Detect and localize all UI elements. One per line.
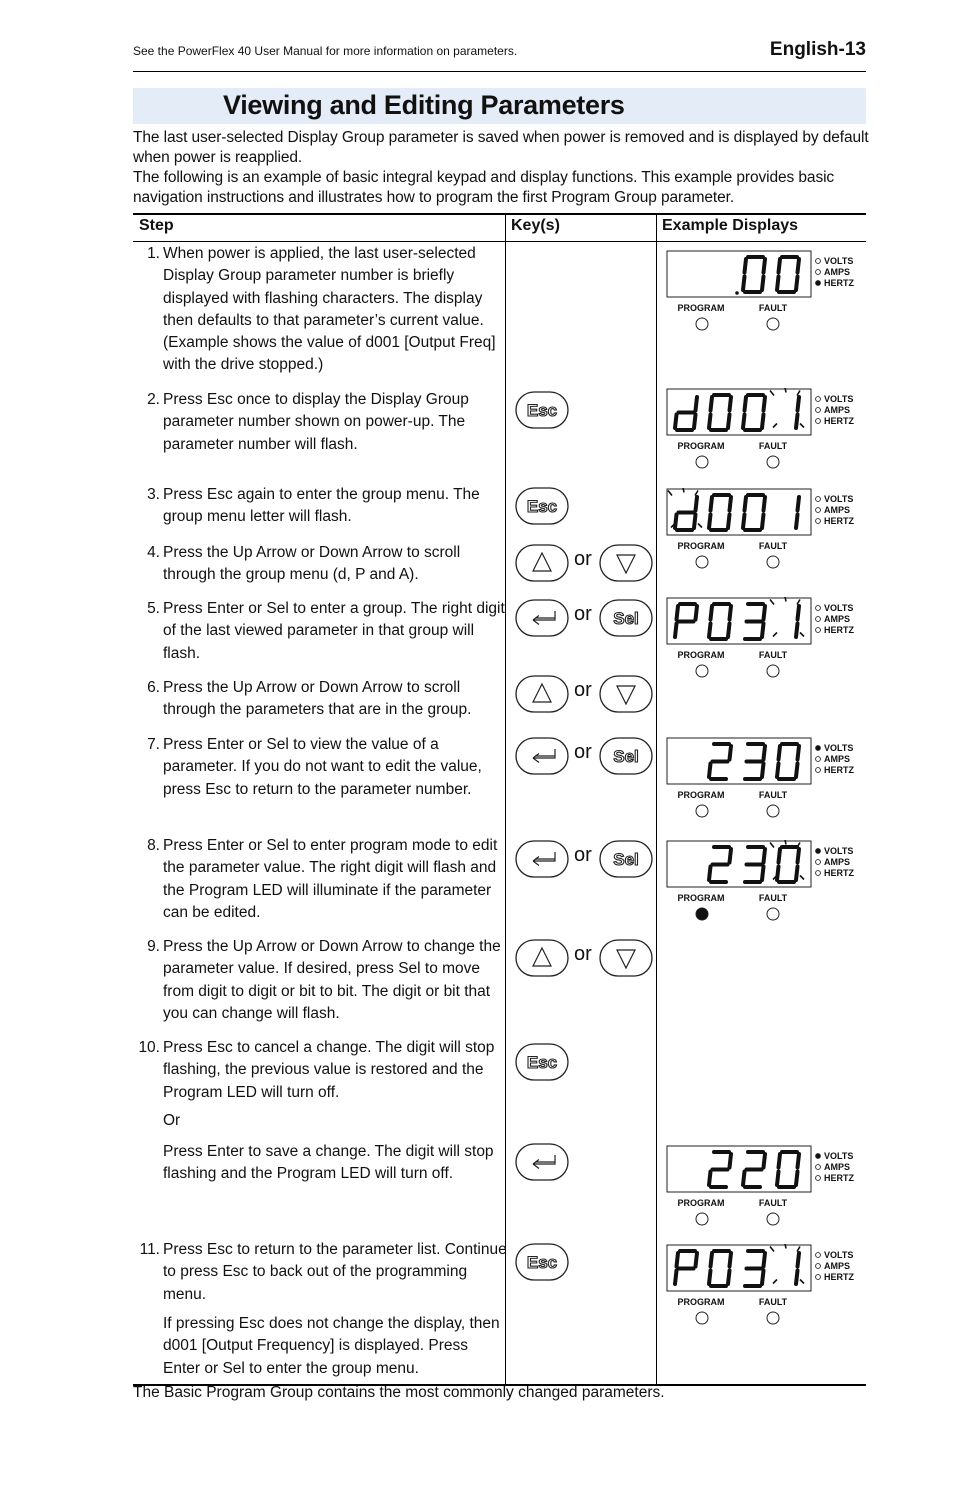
or-label: or bbox=[574, 548, 592, 570]
step-number: 2. bbox=[147, 391, 160, 408]
fault-label: FAULT bbox=[758, 303, 788, 313]
program-label: PROGRAM bbox=[677, 303, 725, 313]
example-display bbox=[663, 737, 863, 830]
display-digit bbox=[796, 1253, 799, 1284]
fault-led bbox=[767, 665, 779, 677]
hertz-label: HERTZ bbox=[824, 1272, 854, 1282]
program-label: PROGRAM bbox=[677, 441, 725, 451]
amps-led bbox=[816, 408, 821, 413]
svg-text:Sel: Sel bbox=[613, 850, 639, 869]
amps-led bbox=[816, 270, 821, 275]
fault-led bbox=[767, 1213, 779, 1225]
display-digit bbox=[743, 495, 765, 530]
step-number: 4. bbox=[147, 544, 160, 561]
fault-label: FAULT bbox=[758, 893, 788, 903]
volts-led bbox=[816, 606, 821, 611]
amps-label: AMPS bbox=[824, 614, 851, 624]
svg-text:Esc: Esc bbox=[526, 401, 558, 420]
table-header-rule bbox=[133, 241, 866, 242]
volts-led bbox=[816, 497, 821, 502]
page-number: English-13 bbox=[769, 39, 866, 60]
hertz-led bbox=[816, 519, 821, 524]
hertz-led bbox=[816, 768, 821, 773]
amps-led bbox=[816, 508, 821, 513]
step-number: 11. bbox=[139, 1241, 160, 1258]
program-led bbox=[696, 908, 708, 920]
svg-text:Sel: Sel bbox=[613, 747, 639, 766]
display-digit bbox=[709, 744, 731, 779]
down-arrow-key-icon[interactable] bbox=[599, 675, 653, 718]
amps-label: AMPS bbox=[824, 754, 851, 764]
display-digit bbox=[745, 744, 765, 779]
step-number: 3. bbox=[147, 486, 160, 503]
display-digit bbox=[777, 1152, 799, 1187]
volts-led bbox=[816, 1154, 821, 1159]
program-label: PROGRAM bbox=[677, 1297, 725, 1307]
sel-key[interactable] bbox=[599, 737, 653, 780]
display-digit bbox=[675, 497, 697, 530]
hertz-label: HERTZ bbox=[824, 625, 854, 635]
fault-label: FAULT bbox=[758, 790, 788, 800]
fault-label: FAULT bbox=[758, 541, 788, 551]
svg-text:Esc: Esc bbox=[526, 1053, 558, 1072]
step-text: Press the Up Arrow or Down Arrow to scroll through the group menu (d, P and A). bbox=[163, 544, 461, 584]
up-arrow-key-icon[interactable] bbox=[515, 939, 569, 982]
step-number: 7. bbox=[147, 736, 160, 753]
hertz-led bbox=[816, 1176, 821, 1181]
header-rule bbox=[133, 71, 866, 72]
step-text: Press Enter or Sel to view the value of a parameter. If you do not want to edit the value, press Esc to return to the parameter number. bbox=[163, 736, 482, 798]
fault-label: FAULT bbox=[758, 1198, 788, 1208]
display-digit bbox=[743, 395, 765, 430]
volts-label: VOLTS bbox=[824, 256, 854, 266]
step-text: When power is applied, the last user-selected Display Group parameter number is briefly displayed with flashing characters. The display then defaults to that parameter’s current value. (Example shows the value of d001 [Output Freq] with the drive stopped.) bbox=[163, 245, 496, 374]
example-display bbox=[663, 488, 863, 581]
enter-key-icon[interactable] bbox=[515, 840, 569, 883]
table-divider-2 bbox=[656, 213, 657, 1385]
or-label: or bbox=[574, 741, 592, 763]
hertz-label: HERTZ bbox=[824, 416, 854, 426]
volts-led bbox=[816, 849, 821, 854]
volts-label: VOLTS bbox=[824, 1151, 854, 1161]
program-led bbox=[696, 665, 708, 677]
volts-label: VOLTS bbox=[824, 603, 854, 613]
display-digit bbox=[796, 606, 799, 637]
step-text: Press Enter or Sel to enter program mode to edit the parameter value. The right digit will flash and the Program LED will illuminate if the parameter can be edited. bbox=[163, 837, 498, 921]
decimal-point bbox=[735, 291, 739, 295]
step-number: 8. bbox=[147, 837, 160, 854]
footer-note: The Basic Program Group contains the most commonly changed parameters. bbox=[133, 1384, 665, 1401]
intro-paragraph-1: The last user-selected Display Group parameter is saved when power is removed and is displayed by default when power is reapplied. bbox=[133, 129, 869, 166]
step-number: 1. bbox=[147, 245, 160, 262]
volts-label: VOLTS bbox=[824, 1250, 854, 1260]
example-display bbox=[663, 597, 863, 690]
display-digit bbox=[777, 847, 799, 882]
fault-led bbox=[767, 1312, 779, 1324]
hertz-label: HERTZ bbox=[824, 1173, 854, 1183]
hertz-label: HERTZ bbox=[824, 278, 854, 288]
amps-led bbox=[816, 757, 821, 762]
volts-label: VOLTS bbox=[824, 494, 854, 504]
amps-led bbox=[816, 617, 821, 622]
program-led bbox=[696, 556, 708, 568]
display-digit bbox=[796, 397, 799, 428]
hertz-label: HERTZ bbox=[824, 765, 854, 775]
volts-label: VOLTS bbox=[824, 846, 854, 856]
column-header-displays: Example Displays bbox=[662, 217, 799, 234]
esc-key[interactable] bbox=[515, 487, 569, 530]
fault-led bbox=[767, 318, 779, 330]
display-digit bbox=[709, 495, 731, 530]
step-text: Press the Up Arrow or Down Arrow to scroll through the parameters that are in the group. bbox=[163, 679, 472, 719]
intro-paragraph-2: The following is an example of basic integral keypad and display functions. This example provides basic navigation instructions and illustrates how to program the first Program Group parameter. bbox=[133, 169, 835, 206]
step-text: Press Enter to save a change. The digit will stop flashing and the Program LED will turn off. bbox=[163, 1143, 494, 1183]
example-display bbox=[663, 250, 863, 343]
step-text: If pressing Esc does not change the display, then d001 [Output Frequency] is displayed. Press Enter or Sel to enter the group menu. bbox=[163, 1315, 500, 1377]
display-digit bbox=[675, 397, 697, 430]
fault-led bbox=[767, 908, 779, 920]
program-led bbox=[696, 318, 708, 330]
display-digit bbox=[709, 1152, 731, 1187]
program-led bbox=[696, 456, 708, 468]
or-label: or bbox=[574, 844, 592, 866]
amps-label: AMPS bbox=[824, 267, 851, 277]
fault-led bbox=[767, 456, 779, 468]
volts-led bbox=[816, 1253, 821, 1258]
hertz-led bbox=[816, 628, 821, 633]
svg-text:Esc: Esc bbox=[526, 497, 558, 516]
display-digit bbox=[709, 395, 731, 430]
volts-led bbox=[816, 746, 821, 751]
display-digit bbox=[796, 497, 799, 528]
volts-led bbox=[816, 397, 821, 402]
program-label: PROGRAM bbox=[677, 790, 725, 800]
display-digit bbox=[709, 1251, 731, 1286]
display-digit bbox=[743, 257, 765, 292]
volts-label: VOLTS bbox=[824, 394, 854, 404]
step-text: Press Esc to return to the parameter list. Continue to press Esc to back out of the programming menu. bbox=[163, 1241, 507, 1303]
example-display bbox=[663, 840, 863, 933]
hertz-label: HERTZ bbox=[824, 868, 854, 878]
enter-key-icon[interactable] bbox=[515, 737, 569, 780]
amps-led bbox=[816, 1264, 821, 1269]
hertz-label: HERTZ bbox=[824, 516, 854, 526]
display-digit bbox=[777, 257, 799, 292]
program-led bbox=[696, 1312, 708, 1324]
column-header-keys: Key(s) bbox=[511, 217, 560, 234]
sel-key[interactable] bbox=[599, 840, 653, 883]
sel-key[interactable] bbox=[599, 599, 653, 642]
title-bar bbox=[133, 88, 866, 124]
display-digit bbox=[745, 604, 765, 639]
program-label: PROGRAM bbox=[677, 541, 725, 551]
amps-label: AMPS bbox=[824, 1162, 851, 1172]
up-arrow-key-icon[interactable] bbox=[515, 544, 569, 587]
fault-led bbox=[767, 805, 779, 817]
display-digit bbox=[745, 1251, 765, 1286]
hertz-led bbox=[816, 419, 821, 424]
program-label: PROGRAM bbox=[677, 1198, 725, 1208]
or-label: or bbox=[574, 603, 592, 625]
header-note: See the PowerFlex 40 User Manual for more information on parameters. bbox=[133, 44, 518, 58]
step-text: Press Esc to cancel a change. The digit will stop flashing, the previous value is restored and the Program LED will turn off. bbox=[163, 1039, 495, 1101]
hertz-led bbox=[816, 281, 821, 286]
display-digit bbox=[709, 604, 731, 639]
or-label: or bbox=[574, 943, 592, 965]
example-display bbox=[663, 1145, 863, 1238]
svg-text:Esc: Esc bbox=[526, 1253, 558, 1272]
esc-key[interactable] bbox=[515, 1043, 569, 1086]
hertz-led bbox=[816, 871, 821, 876]
esc-key[interactable] bbox=[515, 391, 569, 434]
display-digit bbox=[709, 847, 731, 882]
column-header-step: Step bbox=[139, 217, 174, 234]
display-digit bbox=[675, 604, 697, 637]
or-label: or bbox=[574, 679, 592, 701]
enter-key-icon[interactable] bbox=[515, 599, 569, 642]
amps-label: AMPS bbox=[824, 857, 851, 867]
svg-text:Sel: Sel bbox=[613, 609, 639, 628]
program-led bbox=[696, 1213, 708, 1225]
up-arrow-key-icon[interactable] bbox=[515, 675, 569, 718]
display-digit bbox=[743, 1152, 765, 1187]
display-digit bbox=[745, 847, 765, 882]
fault-label: FAULT bbox=[758, 441, 788, 451]
program-label: PROGRAM bbox=[677, 650, 725, 660]
step-number: 6. bbox=[147, 679, 160, 696]
fault-label: FAULT bbox=[758, 650, 788, 660]
example-display bbox=[663, 388, 863, 481]
amps-label: AMPS bbox=[824, 505, 851, 515]
table-top-rule bbox=[133, 213, 866, 215]
fault-label: FAULT bbox=[758, 1297, 788, 1307]
program-led bbox=[696, 805, 708, 817]
page-title: Viewing and Editing Parameters bbox=[223, 90, 625, 120]
step-number: 9. bbox=[147, 938, 160, 955]
step-text: Or bbox=[163, 1112, 181, 1129]
program-label: PROGRAM bbox=[677, 893, 725, 903]
amps-led bbox=[816, 1165, 821, 1170]
step-text: Press the Up Arrow or Down Arrow to change the parameter value. If desired, press Sel to move from digit to digit or bit to bit. The digit or bit that you can change will flash. bbox=[163, 938, 501, 1022]
amps-label: AMPS bbox=[824, 405, 851, 415]
esc-key[interactable] bbox=[515, 1243, 569, 1286]
volts-label: VOLTS bbox=[824, 743, 854, 753]
example-display bbox=[663, 1244, 863, 1337]
step-text: Press Esc again to enter the group menu. The group menu letter will flash. bbox=[163, 486, 480, 526]
step-number: 10. bbox=[138, 1039, 160, 1056]
down-arrow-key-icon[interactable] bbox=[599, 939, 653, 982]
display-digit bbox=[675, 1251, 697, 1284]
amps-label: AMPS bbox=[824, 1261, 851, 1271]
step-number: 5. bbox=[147, 600, 160, 617]
hertz-led bbox=[816, 1275, 821, 1280]
amps-led bbox=[816, 860, 821, 865]
down-arrow-key-icon[interactable] bbox=[599, 544, 653, 587]
step-text: Press Enter or Sel to enter a group. The right digit of the last viewed parameter in that group will flash. bbox=[163, 600, 505, 662]
fault-led bbox=[767, 556, 779, 568]
volts-led bbox=[816, 259, 821, 264]
display-digit bbox=[777, 744, 799, 779]
enter-key-icon[interactable] bbox=[515, 1143, 569, 1186]
step-text: Press Esc once to display the Display Group parameter number shown on power-up. The parameter number will flash. bbox=[163, 391, 469, 453]
